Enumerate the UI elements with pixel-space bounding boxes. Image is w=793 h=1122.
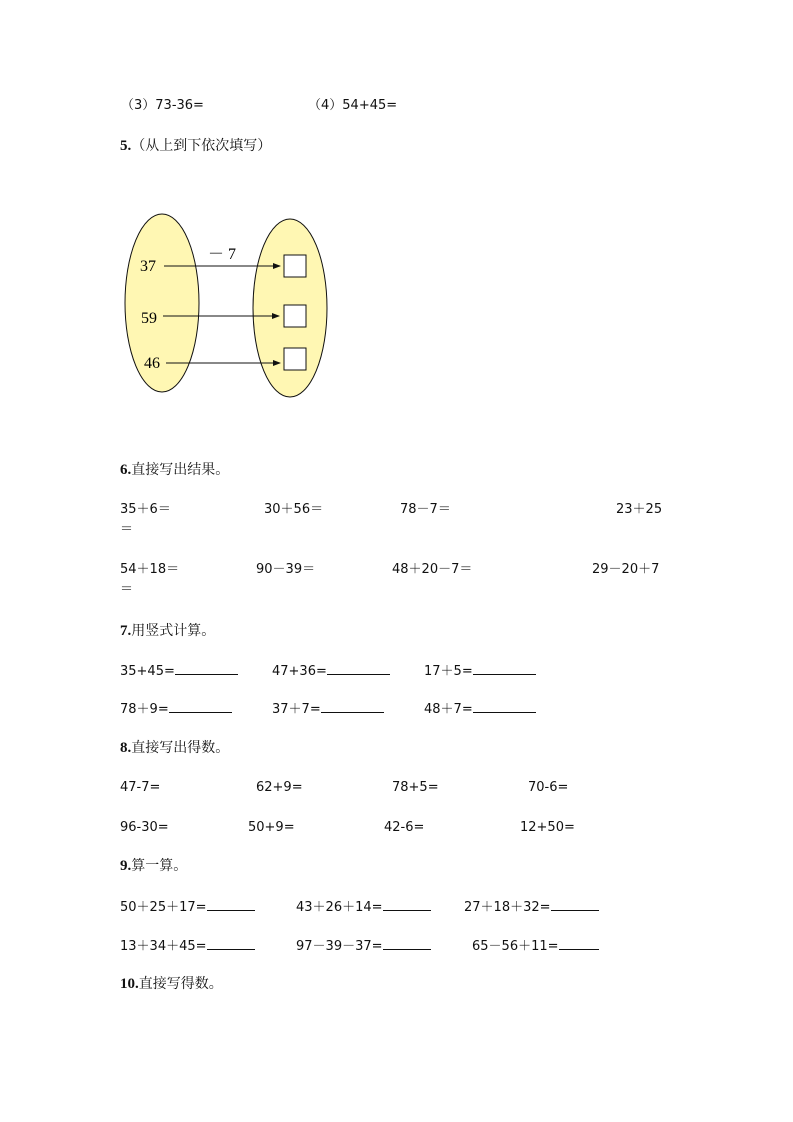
answer-box-3[interactable] [284,348,306,370]
q9-r1-c3-expr: 27＋18＋32= [464,900,551,915]
input-value-2: 59 [141,310,157,327]
q7-r1-c3 [424,662,536,680]
q8-heading [120,739,229,757]
q6-r2-c2: 90－39＝ [256,562,316,577]
q9-r2-c3 [472,937,599,955]
q6-r2-c4: 29－20＋7 [592,562,660,577]
q7-number: 7. [120,623,132,639]
q7-r1-c1 [120,662,238,680]
answer-blank[interactable] [473,700,536,713]
q7-r2-c2-expr: 37＋7= [272,702,321,717]
q6-r1-c2: 30＋56＝ [264,502,324,517]
q5-mapping-diagram [118,205,338,405]
q9-r1-c3 [464,898,599,916]
q5-title: （从上到下依次填写） [131,138,272,154]
input-value-3: 46 [144,355,160,372]
q6-r2-c3: 48＋20－7＝ [392,562,473,577]
q9-r2-c2 [296,937,431,955]
q8-r1-c2: 62+9= [256,780,303,795]
q10-heading [120,975,223,993]
q9-r2-c2-expr: 97－39－37= [296,939,383,954]
q7-heading [120,622,215,640]
q8-r1-c4: 70-6= [528,780,569,795]
q6-r1-c1: 35＋6＝ [120,502,171,517]
q7-r2-c3-expr: 48＋7= [424,702,473,717]
answer-blank[interactable] [169,700,232,713]
q8-title: 直接写出得数。 [131,740,230,756]
q6-heading [120,461,229,479]
answer-blank[interactable] [383,898,431,911]
q8-r2-c2: 50+9= [248,820,295,835]
q5-number: 5. [120,138,132,154]
answer-box-2[interactable] [284,305,306,327]
q7-r1-c1-expr: 35+45= [120,664,175,679]
answer-blank[interactable] [383,937,431,950]
q9-r2-c1 [120,937,255,955]
q9-r1-c2-expr: 43＋26＋14= [296,900,383,915]
q6-r2-wrap: ＝ [120,582,134,597]
q6-r1-c3: 78－7＝ [400,502,451,517]
q8-r2-c3: 42-6= [384,820,425,835]
q6-number: 6. [120,462,132,478]
q4-item-3: （3）73-36= [121,98,204,113]
q6-r2-c1: 54＋18＝ [120,562,180,577]
q9-r2-c3-expr: 65－56＋11= [472,939,559,954]
q5-heading [120,137,271,155]
answer-blank[interactable] [551,898,599,911]
q9-r1-c1-expr: 50＋25＋17= [120,900,207,915]
answer-blank[interactable] [327,662,390,675]
answer-blank[interactable] [207,937,255,950]
answer-blank[interactable] [207,898,255,911]
answer-box-1[interactable] [284,255,306,277]
q6-r1-wrap: ＝ [120,522,134,537]
q8-number: 8. [120,740,132,756]
q9-r1-c1 [120,898,255,916]
q10-number: 10. [120,976,139,992]
q6-title: 直接写出结果。 [131,462,230,478]
q7-r1-c2-expr: 47+36= [272,664,327,679]
q7-r2-c2 [272,700,384,718]
left-ellipse [125,214,199,392]
operation-label: － 7 [208,246,237,263]
q7-r2-c1-expr: 78＋9= [120,702,169,717]
q9-heading [120,857,187,875]
answer-blank[interactable] [175,662,238,675]
answer-blank[interactable] [321,700,384,713]
q7-r1-c3-expr: 17＋5= [424,664,473,679]
q7-r2-c1 [120,700,232,718]
input-value-1: 37 [140,258,156,275]
q8-r2-c4: 12+50= [520,820,575,835]
q8-r2-c1: 96-30= [120,820,169,835]
q8-r1-c3: 78+5= [392,780,439,795]
q9-r1-c2 [296,898,431,916]
q7-r2-c3 [424,700,536,718]
q9-r2-c1-expr: 13＋34＋45= [120,939,207,954]
q10-title: 直接写得数。 [138,976,223,992]
answer-blank[interactable] [473,662,536,675]
answer-blank[interactable] [559,937,599,950]
q8-r1-c1: 47-7= [120,780,161,795]
q7-r1-c2 [272,662,390,680]
q4-item-4: （4）54+45= [308,98,398,113]
q6-r1-c4: 23＋25 [616,502,663,517]
q9-number: 9. [120,858,132,874]
q7-title: 用竖式计算。 [131,623,216,639]
q9-title: 算一算。 [131,858,188,874]
